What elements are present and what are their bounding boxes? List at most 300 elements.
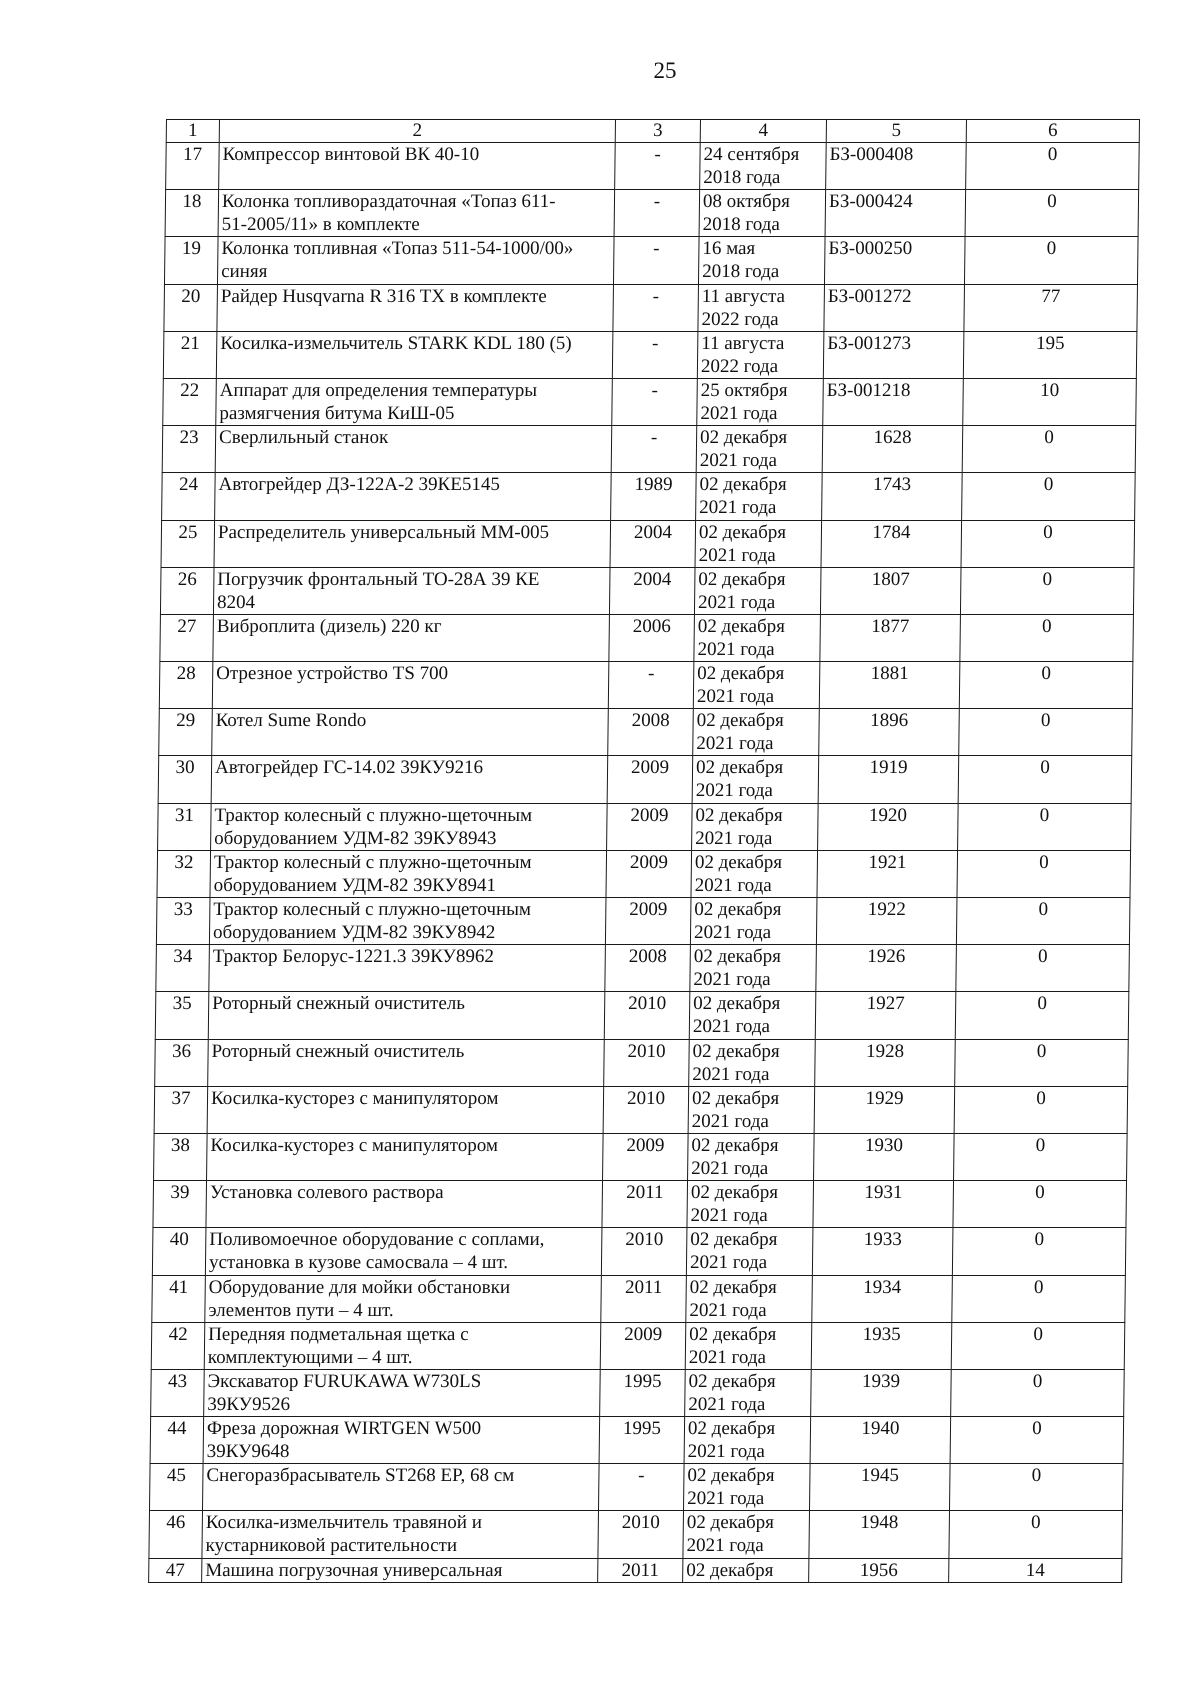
table-row: [159, 662, 1133, 709]
item-name-cell: [219, 143, 616, 190]
inventory-code: 1920: [868, 804, 908, 826]
row-number-cell: [162, 426, 216, 473]
quantity-value: 0: [1035, 1182, 1045, 1204]
item-name-line: синяя: [221, 261, 268, 283]
item-name-line: Передняя подметальная щетка с: [208, 1323, 469, 1345]
date-line: 02 декабря: [686, 1559, 774, 1581]
item-name-line: комплектующими – 4 шт.: [207, 1346, 413, 1368]
date-line: 2021 года: [697, 638, 775, 660]
item-name-line: элементов пути – 4 шт.: [208, 1299, 394, 1321]
column-header-1: 1: [166, 120, 219, 143]
year-value: -: [653, 191, 661, 213]
item-name-line: Трактор Белорус-1221.3 39КУ8962: [212, 946, 495, 968]
inventory-code: 1945: [860, 1465, 900, 1487]
date-line: 2022 года: [700, 355, 779, 377]
year-value: -: [653, 238, 660, 260]
date-cell: [685, 1322, 812, 1369]
year-cell: [603, 1086, 689, 1133]
year-cell: [611, 473, 697, 520]
item-name-cell: [209, 945, 606, 992]
row-number-cell: [159, 662, 213, 709]
year-cell: [600, 1369, 686, 1416]
item-name-line: Автогрейдер ГС-14.02 39КУ9216: [214, 757, 484, 779]
date-line: 2021 года: [695, 827, 773, 849]
date-line: 11 августа: [701, 285, 786, 307]
year-value: 2009: [630, 757, 670, 779]
item-name-line: Трактор колесный с плужно-щеточным: [213, 899, 532, 920]
row-number-cell: [152, 1275, 206, 1322]
inventory-code-cell: [824, 284, 965, 331]
item-name-line: Фреза дорожная WIRTGEN W500: [206, 1418, 482, 1440]
row-number-cell: [158, 756, 212, 803]
year-cell: [608, 709, 694, 756]
date-cell: [688, 1133, 815, 1180]
item-name-cell: [202, 1558, 598, 1582]
inventory-code: БЗ-000424: [828, 191, 913, 213]
date-line: 02 декабря: [694, 851, 783, 873]
inventory-code-cell: [820, 567, 961, 614]
year-value: 2010: [627, 1040, 666, 1062]
table-row: [149, 1511, 1123, 1558]
inventory-code-cell: [816, 898, 957, 945]
quantity-cell: [955, 1039, 1129, 1086]
row-number: 39: [170, 1182, 190, 1204]
date-line: 2021 года: [686, 1535, 764, 1557]
row-number-cell: [150, 1417, 204, 1464]
inventory-code: 1877: [871, 615, 910, 637]
quantity-value: 0: [1039, 804, 1050, 826]
row-number: 22: [180, 379, 200, 401]
date-line: 2021 года: [695, 780, 774, 802]
inventory-code-cell: [818, 803, 959, 850]
date-line: 2021 года: [698, 544, 776, 566]
quantity-value: 0: [1043, 521, 1053, 543]
inventory-code: БЗ-000408: [829, 144, 914, 165]
row-number: 41: [169, 1276, 189, 1298]
row-number-cell: [155, 1039, 209, 1086]
quantity-value: 0: [1036, 1087, 1046, 1109]
quantity-cell: [964, 284, 1138, 331]
row-number: 37: [171, 1087, 191, 1109]
inventory-code-cell: [823, 378, 964, 425]
row-number-cell: [151, 1369, 205, 1416]
item-name-cell: [209, 898, 606, 945]
quantity-cell: [958, 756, 1132, 803]
date-line: 2018 года: [702, 214, 780, 236]
year-value: 2010: [626, 1087, 666, 1109]
column-header-4: 4: [700, 120, 826, 143]
row-number-cell: [154, 1133, 208, 1180]
year-value: -: [647, 663, 655, 685]
table-row: [158, 803, 1132, 850]
quantity-cell: [959, 662, 1133, 709]
row-number-cell: [151, 1322, 205, 1369]
date-line: 2018 года: [703, 167, 781, 188]
inventory-table-wrapper: [148, 119, 1140, 1583]
inventory-code-cell: [809, 1464, 950, 1511]
year-cell: [601, 1275, 687, 1322]
year-value: -: [650, 427, 658, 449]
year-cell: [607, 803, 693, 850]
date-line: 2021 года: [692, 1063, 770, 1085]
quantity-cell: [951, 1322, 1125, 1369]
column-header-6: 6: [966, 120, 1139, 143]
date-line: 02 декабря: [697, 615, 786, 637]
quantity-cell: [953, 1181, 1127, 1228]
date-line: 02 декабря: [698, 568, 786, 590]
row-number: 27: [177, 615, 197, 637]
year-cell: [609, 567, 695, 614]
date-cell: [697, 331, 824, 378]
row-number: 34: [173, 946, 193, 968]
quantity-cell: [955, 992, 1129, 1039]
year-value: 2011: [626, 1182, 664, 1204]
table-row: [159, 709, 1133, 756]
year-value: 2009: [629, 899, 668, 920]
item-name-cell: [208, 992, 605, 1039]
quantity-value: 0: [1044, 427, 1054, 449]
date-cell: [691, 850, 818, 897]
item-name-cell: [207, 1086, 604, 1133]
quantity-cell: [957, 850, 1131, 897]
inventory-code-cell: [822, 426, 963, 473]
item-name-line: Виброплита (дизель) 220 кг: [216, 615, 442, 637]
year-cell: [608, 662, 694, 709]
table-row: [160, 614, 1134, 661]
date-line: 02 декабря: [692, 1040, 780, 1062]
quantity-cell: [950, 1417, 1124, 1464]
quantity-value: 0: [1033, 1323, 1044, 1345]
row-number-cell: [149, 1511, 203, 1558]
date-line: 2021 года: [699, 450, 778, 472]
inventory-code: 1939: [861, 1370, 901, 1392]
year-cell: [599, 1417, 685, 1464]
table-row: [154, 1086, 1128, 1133]
column-header-3: 3: [615, 120, 700, 143]
date-line: 02 декабря: [690, 1229, 778, 1251]
date-line: 16 мая: [702, 238, 756, 260]
item-name-line: Косилка-кусторез с манипулятором: [210, 1087, 499, 1109]
date-cell: [690, 898, 817, 945]
inventory-code: 1921: [868, 851, 907, 873]
row-number-cell: [155, 992, 209, 1039]
item-name-cell: [212, 662, 609, 709]
quantity-cell: [960, 614, 1134, 661]
row-number: 38: [170, 1134, 191, 1156]
quantity-cell: [951, 1369, 1125, 1416]
item-name-line: Аппарат для определения температуры: [219, 379, 538, 401]
row-number-cell: [160, 567, 214, 614]
quantity-value: 0: [1041, 663, 1052, 685]
row-number-cell: [166, 143, 220, 190]
date-line: 02 декабря: [686, 1512, 775, 1534]
inventory-code: БЗ-001273: [827, 332, 912, 354]
quantity-cell: [956, 945, 1130, 992]
item-name-cell: [216, 331, 613, 378]
year-cell: [603, 1133, 689, 1180]
item-name-line: Сверлильный станок: [218, 427, 389, 449]
quantity-cell: [949, 1464, 1123, 1511]
date-line: 2021 года: [694, 874, 772, 896]
date-cell: [692, 756, 819, 803]
row-number: 23: [179, 427, 199, 449]
date-line: 02 декабря: [698, 521, 787, 543]
row-number: 43: [167, 1370, 188, 1392]
row-number: 17: [182, 144, 203, 165]
year-value: -: [638, 1465, 645, 1487]
quantity-cell: [949, 1511, 1123, 1558]
table-row: [154, 1133, 1128, 1180]
row-number-cell: [153, 1181, 207, 1228]
year-value: 2008: [631, 710, 670, 732]
item-name-line: 8204: [216, 591, 256, 613]
table-body: [149, 143, 1140, 1583]
item-name-line: Установка солевого раствора: [209, 1182, 444, 1204]
inventory-code-cell: [811, 1369, 952, 1416]
inventory-code: 1927: [866, 993, 905, 1015]
quantity-cell: [954, 1086, 1128, 1133]
year-cell: [613, 284, 699, 331]
year-value: 1995: [623, 1370, 662, 1392]
row-number: 25: [178, 521, 198, 543]
row-number: 36: [171, 1040, 192, 1062]
item-name-cell: [211, 803, 608, 850]
item-name-line: Снегоразбрасыватель ST268 EP, 68 см: [206, 1465, 515, 1487]
inventory-code-cell: [814, 1086, 955, 1133]
item-name-line: Косилка-измельчитель STARK KDL 180 (5): [220, 332, 572, 354]
date-cell: [694, 614, 821, 661]
row-number: 33: [173, 899, 193, 920]
date-cell: [683, 1558, 809, 1582]
date-line: 2021 года: [692, 1016, 771, 1038]
table-row: [163, 331, 1137, 378]
quantity-value: 0: [1040, 757, 1050, 779]
date-line: 02 декабря: [697, 663, 785, 685]
table-row: [163, 378, 1137, 425]
row-number: 26: [177, 568, 198, 590]
item-name-line: Погрузчик фронтальный ТО-28А 39 КЕ: [217, 568, 540, 590]
table-row: [161, 520, 1135, 567]
item-name-line: Роторный снежный очиститель: [212, 993, 466, 1015]
quantity-value: 0: [1037, 993, 1048, 1015]
table-row: [152, 1228, 1126, 1275]
date-line: 2021 года: [691, 1157, 769, 1179]
date-cell: [686, 1228, 813, 1275]
quantity-value: 0: [1043, 474, 1054, 496]
date-line: 24 сентября: [703, 144, 800, 165]
inventory-code-cell: [815, 992, 956, 1039]
date-line: 02 декабря: [688, 1370, 776, 1392]
table-row: [153, 1181, 1127, 1228]
item-name-line: Колонка топливная «Топаз 511-54-1000/00»: [221, 238, 574, 260]
inventory-code: 1948: [860, 1512, 899, 1534]
date-line: 2021 года: [697, 591, 776, 613]
quantity-cell: [952, 1275, 1126, 1322]
table-row: [162, 426, 1136, 473]
row-number-cell: [149, 1558, 202, 1582]
quantity-value: 0: [1041, 615, 1052, 637]
date-cell: [693, 662, 820, 709]
item-name-line: Автогрейдер ДЗ-122А-2 39КЕ5145: [218, 474, 501, 496]
year-cell: [604, 1039, 690, 1086]
date-cell: [699, 190, 826, 237]
date-line: 02 декабря: [691, 1087, 780, 1109]
inventory-code-cell: [812, 1228, 953, 1275]
row-number: 24: [178, 474, 199, 496]
table-row: [149, 1558, 1122, 1582]
row-number-cell: [162, 473, 216, 520]
inventory-code: 1934: [863, 1276, 902, 1298]
row-number-cell: [157, 850, 211, 897]
quantity-cell: [956, 898, 1130, 945]
inventory-code: 1940: [861, 1418, 900, 1440]
date-line: 2022 года: [701, 308, 779, 330]
item-name-cell: [213, 614, 610, 661]
year-cell: [602, 1181, 688, 1228]
date-line: 02 декабря: [689, 1276, 777, 1298]
item-name-line: Косилка-измельчитель травяной и: [205, 1512, 483, 1534]
row-number-cell: [149, 1464, 203, 1511]
item-name-cell: [204, 1369, 601, 1416]
row-number-cell: [164, 237, 218, 284]
item-name-line: 51-2005/11» в комплекте: [221, 214, 420, 236]
table-row: [162, 473, 1136, 520]
date-line: 2021 года: [688, 1393, 766, 1415]
row-number: 19: [181, 238, 202, 260]
year-cell: [607, 756, 693, 803]
row-number-cell: [160, 614, 214, 661]
year-value: -: [651, 332, 659, 354]
date-cell: [695, 520, 822, 567]
quantity-value: 77: [1041, 285, 1061, 307]
year-cell: [606, 850, 692, 897]
inventory-code-cell: [821, 520, 962, 567]
date-cell: [696, 473, 823, 520]
inventory-code-cell: [809, 1558, 949, 1582]
year-cell: [604, 992, 690, 1039]
year-cell: [611, 426, 697, 473]
inventory-code-cell: [819, 662, 960, 709]
quantity-cell: [959, 709, 1133, 756]
date-line: 08 октября: [702, 191, 791, 213]
quantity-value: 0: [1033, 1276, 1044, 1298]
quantity-cell: [963, 378, 1137, 425]
date-line: 02 декабря: [694, 899, 782, 920]
row-number: 44: [167, 1418, 187, 1440]
column-header-5: 5: [826, 120, 966, 143]
item-name-line: оборудованием УДМ-82 39КУ8941: [213, 874, 497, 896]
year-cell: [615, 143, 701, 190]
inventory-code-cell: [814, 1133, 955, 1180]
row-number: 30: [175, 757, 195, 779]
year-value: -: [654, 144, 661, 165]
inventory-code: БЗ-000250: [828, 238, 913, 260]
year-value: 2004: [633, 521, 673, 543]
item-name-line: Распределитель универсальный ММ-005: [217, 521, 550, 543]
item-name-cell: [215, 473, 612, 520]
date-line: 02 декабря: [695, 757, 784, 779]
quantity-value: 0: [1046, 238, 1057, 260]
quantity-cell: [952, 1228, 1126, 1275]
inventory-code: 1933: [863, 1229, 902, 1251]
item-name-cell: [206, 1181, 603, 1228]
quantity-cell: [966, 143, 1140, 190]
date-cell: [689, 1039, 816, 1086]
row-number-cell: [161, 520, 215, 567]
inventory-code-cell: [809, 1511, 950, 1558]
date-line: 2021 года: [693, 922, 772, 943]
inventory-code-cell: [824, 237, 965, 284]
inventory-code: БЗ-001218: [826, 379, 911, 401]
quantity-value: 0: [1034, 1229, 1045, 1251]
year-value: 2004: [633, 568, 672, 590]
date-line: 02 декабря: [693, 993, 781, 1015]
inventory-code: 1931: [864, 1182, 903, 1204]
date-line: 25 октября: [700, 379, 788, 401]
year-value: 2010: [628, 993, 667, 1015]
item-name-cell: [217, 284, 614, 331]
date-cell: [692, 803, 819, 850]
item-name-line: Машина погрузочная универсальная: [205, 1559, 503, 1581]
item-name-cell: [211, 756, 608, 803]
date-line: 2021 года: [691, 1110, 770, 1132]
item-name-line: Трактор колесный с плужно-щеточным: [213, 851, 532, 873]
row-number-cell: [154, 1086, 208, 1133]
inventory-code-cell: [826, 143, 967, 190]
table-row: [160, 567, 1134, 614]
date-cell: [687, 1181, 814, 1228]
year-cell: [598, 1464, 684, 1511]
row-number: 31: [174, 804, 195, 826]
year-value: 2011: [624, 1276, 663, 1298]
inventory-code: 1928: [865, 1040, 905, 1062]
year-cell: [614, 190, 700, 237]
date-line: 02 декабря: [691, 1134, 779, 1156]
inventory-code-cell: [822, 473, 963, 520]
quantity-value: 0: [1032, 1370, 1043, 1392]
item-name-line: оборудованием УДМ-82 39КУ8943: [214, 827, 497, 849]
inventory-code-cell: [816, 945, 957, 992]
year-value: 2011: [621, 1559, 660, 1581]
quantity-value: 0: [1036, 1040, 1047, 1062]
date-cell: [683, 1511, 810, 1558]
quantity-value: 14: [1025, 1559, 1045, 1581]
row-number: 28: [176, 663, 196, 685]
year-cell: [605, 945, 691, 992]
item-name-cell: [207, 1133, 604, 1180]
year-cell: [601, 1228, 687, 1275]
inventory-code-cell: [820, 614, 961, 661]
quantity-value: 0: [1042, 568, 1053, 590]
row-number-cell: [156, 898, 210, 945]
row-number: 46: [166, 1512, 186, 1534]
year-cell: [613, 237, 699, 284]
inventory-code-cell: [818, 756, 959, 803]
table-row: [166, 143, 1140, 190]
row-number-cell: [158, 803, 212, 850]
table-row: [164, 237, 1138, 284]
date-line: 02 декабря: [693, 946, 782, 968]
year-cell: [610, 520, 696, 567]
row-number-cell: [163, 331, 217, 378]
table-row: [156, 898, 1130, 945]
inventory-code: 1784: [872, 521, 911, 543]
year-value: 1989: [634, 474, 673, 496]
date-cell: [685, 1369, 812, 1416]
year-cell: [609, 614, 695, 661]
year-value: -: [651, 379, 658, 401]
item-name-cell: [216, 378, 613, 425]
